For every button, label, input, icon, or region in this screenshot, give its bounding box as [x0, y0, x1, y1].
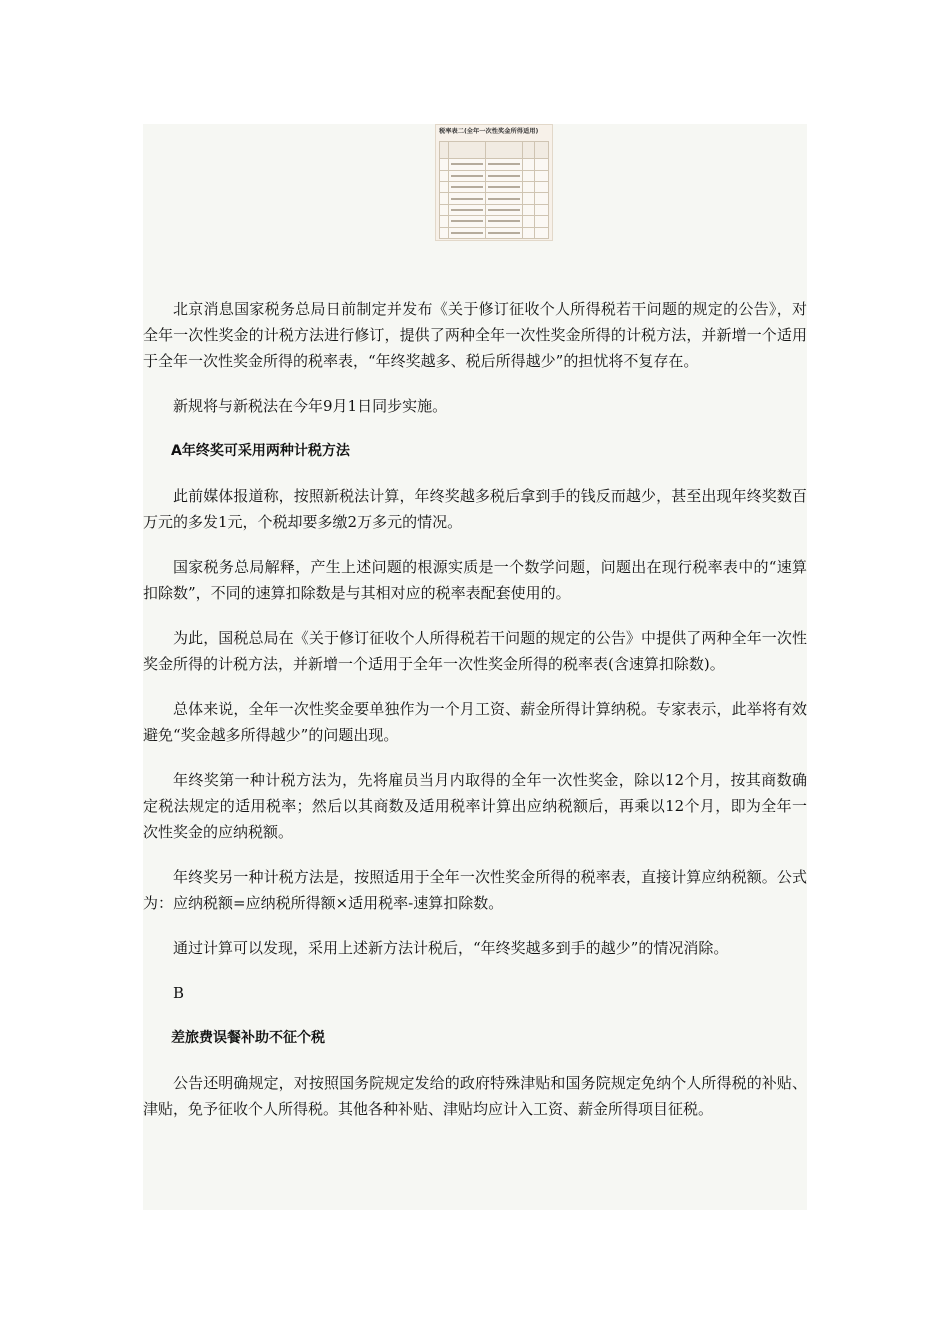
- paragraph: 北京消息国家税务总局日前制定并发布《关于修订征收个人所得税若干问题的规定的公告》，对全年一次性奖金的计税方法进行修订，提供了两种全年一次性奖金所得的计税方法，并新增一个适用于全年一次性奖金所得的税率表，“年终奖越多、税后所得越少”的担忧将不复存在。: [143, 300, 807, 370]
- tax-rate-table-thumbnail: [439, 141, 549, 239]
- paragraph: 年终奖第一种计税方法为，先将雇员当月内取得的全年一次性奖金，除以12个月，按其商数确定税法规定的适用税率；然后以其商数及适用税率计算出应纳税额后，再乘以12个月，即为全年一次性奖金的应纳税额。: [143, 771, 807, 841]
- paragraph: 新规将与新税法在今年9月1日同步实施。: [173, 397, 448, 415]
- paragraph: 国家税务总局解释，产生上述问题的根源实质是一个数学问题，问题出在现行税率表中的“速算扣除数”，不同的速算扣除数是与其相对应的税率表配套使用的。: [143, 558, 807, 602]
- article-body: [143, 124, 807, 1210]
- article-text: [143, 296, 807, 1141]
- section-letter: B: [173, 984, 185, 1002]
- paragraph: 此前媒体报道称，按照新税法计算，年终奖越多税后拿到手的钱反而越少，甚至出现年终奖数百万元的多发1元，个税却要多缴2万多元的情况。: [143, 487, 807, 531]
- paragraph: 年终奖另一种计税方法是，按照适用于全年一次性奖金所得的税率表，直接计算应纳税额。公式为：应纳税额=应纳税所得额×适用税率-速算扣除数。: [143, 868, 807, 912]
- tax-rate-table-image: [435, 124, 553, 241]
- paragraph: 总体来说，全年一次性奖金要单独作为一个月工资、薪金所得计算纳税。专家表示，此举将有效避免“奖金越多所得越少”的问题出现。: [143, 700, 807, 744]
- paragraph: 公告还明确规定，对按照国务院规定发给的政府特殊津贴和国务院规定免纳个人所得税的补贴、津贴，免予征收个人所得税。其他各种补贴、津贴均应计入工资、薪金所得项目征税。: [143, 1074, 807, 1118]
- section-heading: 差旅费误餐补助不征个税: [171, 1030, 325, 1046]
- figure-title: 税率表二(全年一次性奖金所得适用): [439, 127, 539, 135]
- paragraph: 通过计算可以发现，采用上述新方法计税后，“年终奖越多到手的越少”的情况消除。: [173, 939, 729, 957]
- paragraph: 为此，国税总局在《关于修订征收个人所得税若干问题的规定的公告》中提供了两种全年一次性奖金所得的计税方法，并新增一个适用于全年一次性奖金所得的税率表(含速算扣除数)。: [143, 629, 807, 673]
- section-heading: A年终奖可采用两种计税方法: [171, 443, 350, 459]
